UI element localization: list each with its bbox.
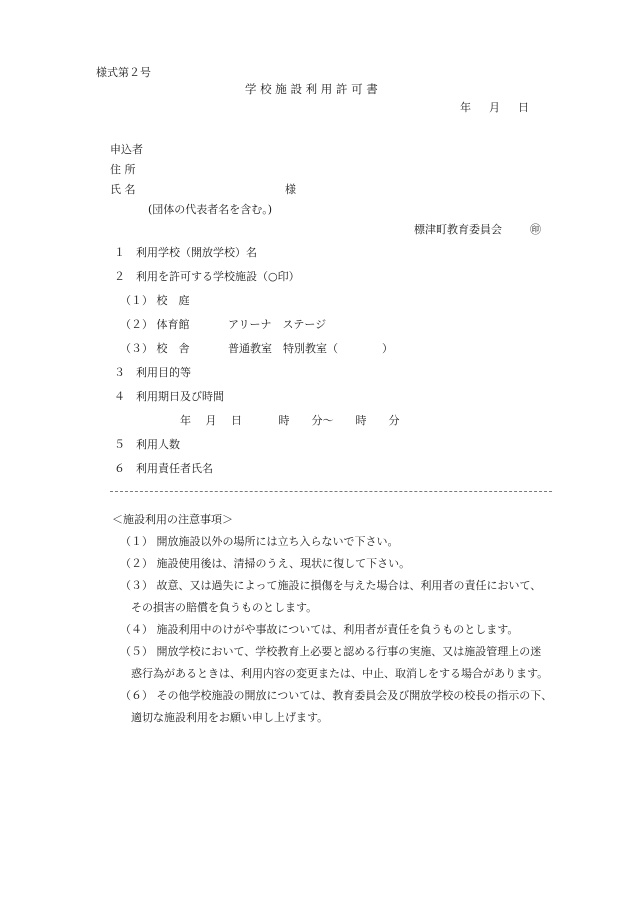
facility-gym-label: （２） 体育館 [120, 318, 190, 331]
item-purpose: ３ 利用目的等 [114, 366, 191, 379]
issuer-name: 標津町教育委員会 [414, 223, 502, 236]
form-number: 様式第２号 [96, 66, 151, 79]
address-label: 住 所 [110, 163, 136, 176]
notes-heading: ＜施設利用の注意事項＞ [112, 513, 233, 526]
facility-building-options: 普通教室 特別教室（ ） [228, 342, 393, 355]
date-line: 年 月 日 [460, 101, 529, 114]
item-participants: ５ 利用人数 [114, 438, 180, 451]
note-3: （３） 故意、又は過失によって施設に損傷を与えた場合は、利用者の責任において、 [120, 579, 542, 592]
applicant-heading: 申込者 [110, 143, 143, 156]
representative-note: (団体の代表者名を含む。) [148, 203, 273, 216]
note-6-continued: 適切な施設利用をお願い申し上げます。 [131, 711, 329, 724]
note-2: （２） 施設使用後は、清掃のうえ、現状に復して下さい。 [120, 557, 411, 570]
note-3-continued: その損害の賠償を負うものとします。 [131, 601, 318, 614]
document-title: 学 校 施 設 利 用 許 可 書 [245, 82, 378, 96]
date-time-fields: 年 月 日 時 分～ 時 分 [180, 414, 400, 427]
note-6: （６） その他学校施設の開放については、教育委員会及び開放学校の校長の指示の下、 [120, 689, 553, 702]
name-label: 氏 名 [110, 183, 136, 196]
facility-gym-options: アリーナ ステージ [228, 318, 327, 331]
item-permitted-facility: ２ 利用を許可する学校施設（○印） [114, 270, 300, 283]
note-4: （４） 施設利用中のけがや事故については、利用者が責任を負うものとします。 [120, 623, 519, 636]
seal-mark: ㊞ [530, 223, 541, 236]
note-5: （５） 開放学校において、学校教育上必要と認める行事の実施、又は施設管理上の迷 [120, 645, 542, 658]
note-1: （１） 開放施設以外の場所には立ち入らないで下さい。 [120, 535, 399, 548]
item-responsible-person: ６ 利用責任者氏名 [114, 462, 213, 475]
facility-schoolyard: （１） 校 庭 [120, 294, 190, 307]
item-school-name: １ 利用学校（開放学校）名 [114, 246, 257, 259]
item-date-time: ４ 利用期日及び時間 [114, 390, 224, 403]
note-5-continued: 惑行為があるときは、利用内容の変更または、中止、取消しをする場合があります。 [131, 667, 549, 680]
separator-line [110, 491, 552, 492]
honorific: 様 [285, 183, 296, 196]
facility-building-label: （３） 校 舎 [120, 342, 190, 355]
